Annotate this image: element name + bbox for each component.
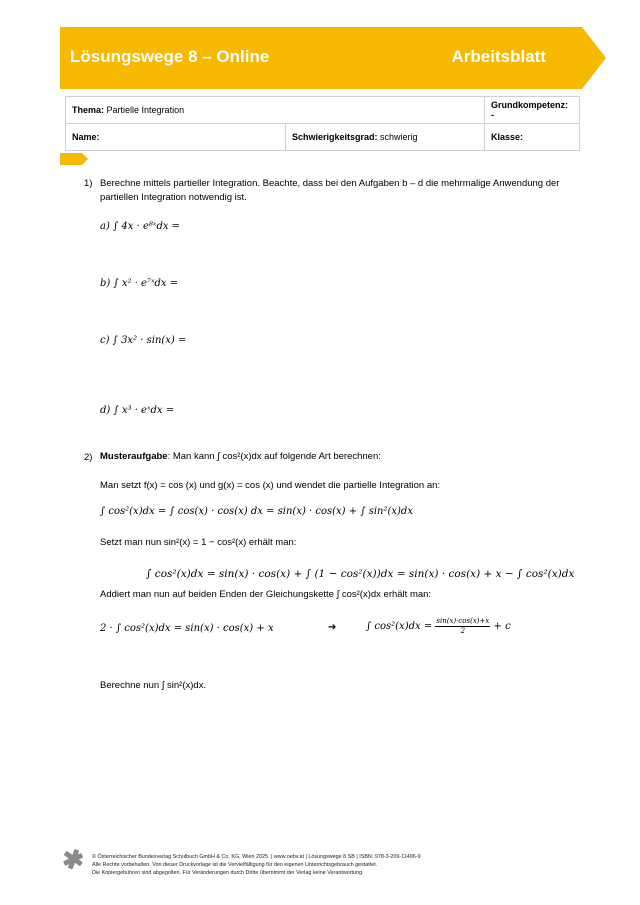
task2-formula3-right	[366, 617, 511, 636]
task2-setzt-line: Setzt man nun sin²(x) = 1 − cos²(x) erhält man:	[100, 537, 297, 548]
task1-b: b) ∫ x² · e⁷ˣdx =	[100, 278, 179, 289]
task1-c: c) ∫ 3x² · sin(x) =	[100, 335, 187, 346]
task2-final-question: Berechne nun ∫ sin²(x)dx.	[100, 680, 207, 691]
schwierigkeit-value: schwierig	[380, 132, 418, 142]
task2-number: 2)	[84, 452, 93, 463]
implies-arrow-icon: ➔	[328, 622, 337, 633]
task2-formula3-end: + c	[493, 621, 511, 632]
grundkompetenz-value: -	[491, 110, 494, 120]
fraction-numerator: sin(x)·cos(x)+x	[436, 617, 490, 625]
task2-formula3-left: 2 · ∫ cos²(x)dx = sin(x) · cos(x) + x	[100, 623, 274, 634]
task2-formula2: ∫ cos²(x)dx = sin(x) · cos(x) + ∫ (1 − cos²(x))dx = sin(x) · cos(x) + x − ∫ cos²(x)dx	[146, 568, 575, 580]
klasse-label: Klasse:	[491, 132, 524, 142]
task2-fraction	[435, 617, 490, 636]
grundkompetenz-label: Grundkompetenz:	[491, 100, 569, 110]
name-label: Name:	[72, 132, 100, 142]
task1-instruction-line2: partiellen Integration notwendig ist.	[100, 192, 247, 203]
task2-formula3-right-start: ∫ cos²(x)dx =	[366, 621, 433, 632]
task2-formula1: ∫ cos²(x)dx = ∫ cos(x) · cos(x) dx = sin(x) · cos(x) + ∫ sin²(x)dx	[100, 506, 413, 517]
thema-value: Partielle Integration	[106, 105, 185, 115]
task1-d: d) ∫ x³ · eˣdx =	[100, 405, 175, 416]
footer-line2: Alle Rechte vorbehalten. Von dieser Druckvorlage ist die Vervielfältigung für den eigenen Unterrichtsgebrauch gestattet.	[92, 862, 378, 869]
task2-label: Musteraufgabe	[100, 451, 168, 462]
footer-line3: Die Kopiergebühren sind abgegolten. Für Veränderungen durch Dritte übernimmt der Verlag keine Verantwortung.	[92, 870, 364, 877]
footer-line1: © Österreichischer Bundesverlag Schulbuch GmbH & Co. KG, Wien 2025. | www.oebv.at | Lösungswege 8 SB | ISBN: 978-3-209-11496-9	[92, 854, 421, 860]
header-worksheet-label: Arbeitsblatt	[451, 47, 546, 66]
task2-intro-rest: : Man kann ∫ cos²(x)dx auf folgende Art berechnen:	[167, 451, 381, 462]
task2-addiert-line: Addiert man nun auf beiden Enden der Gleichungskette ∫ cos²(x)dx erhält man:	[100, 589, 432, 600]
task1-instruction-line1: Berechne mittels partieller Integration. Beachte, dass bei den Aufgaben b – d die mehrmalige Anwendung der	[100, 178, 560, 189]
task2-set-line: Man setzt f(x) = cos (x) und g(x) = cos (x) und wendet die partielle Integration an:	[100, 480, 441, 491]
task1-a: a) ∫ 4x · e⁸ˣdx =	[100, 221, 181, 232]
fraction-denominator: 2	[460, 627, 466, 635]
task2-intro	[100, 451, 381, 462]
oebv-logo-icon	[62, 848, 84, 870]
thema-label: Thema:	[72, 105, 105, 115]
header-title: Lösungswege 8 – Online	[70, 47, 270, 66]
task1-number: 1)	[84, 178, 93, 189]
footer-copyright	[92, 853, 421, 878]
schwierigkeit-label: Schwierigkeitsgrad:	[292, 132, 378, 142]
